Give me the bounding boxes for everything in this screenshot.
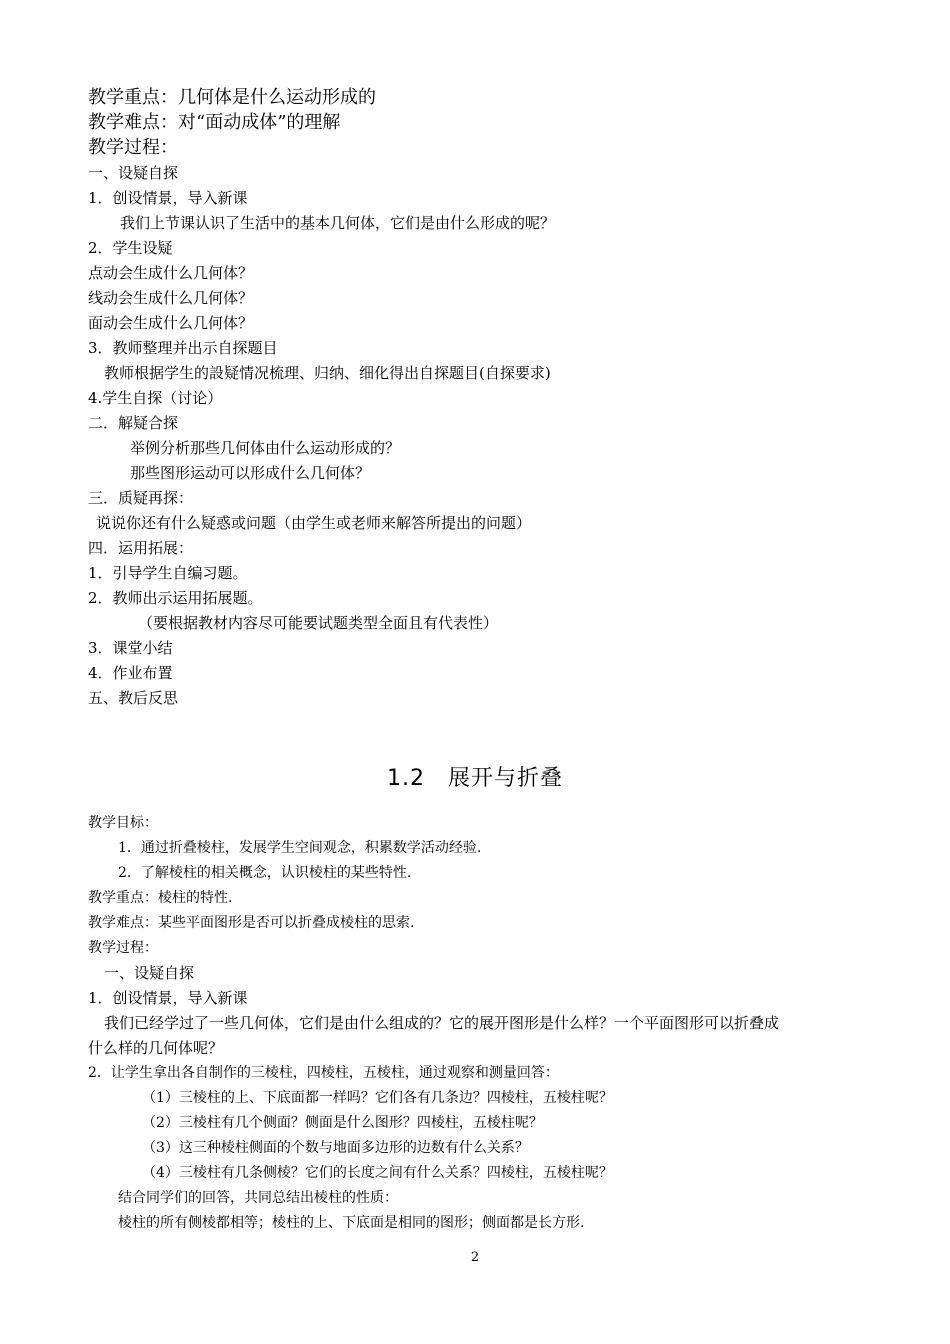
text-line: （4）三棱柱有几条侧棱？它们的长度之间有什么关系？四棱柱，五棱柱呢？	[142, 1165, 613, 1181]
text-line: 举例分析那些几何体由什么运动形成的？	[130, 439, 401, 457]
text-line: 2．让学生拿出各自制作的三棱柱，四棱柱，五棱柱，通过观察和测量回答：	[88, 1065, 559, 1081]
text-line: 我们已经学过了一些几何体，它们是由什么组成的？它的展开图形是什么样？一个平面图形可以折叠成	[104, 1014, 780, 1032]
text-line: 说说你还有什么疑惑或问题（由学生或老师来解答所提出的问题）	[96, 514, 532, 532]
text-line: 一、设疑自探	[104, 964, 195, 982]
section-title: 1.2 展开与折叠	[387, 766, 563, 791]
difficulty: 教学难点：对“面动成体”的理解	[88, 112, 341, 133]
process-heading: 教学过程：	[88, 137, 178, 158]
text-line: 1．创设情景，导入新课	[88, 989, 248, 1007]
page-number: 2	[470, 1250, 480, 1265]
text-line: 我们上节课认识了生活中的基本几何体，它们是由什么形成的呢？	[120, 214, 556, 232]
text-line: 2．教师出示运用拓展题。	[88, 589, 263, 607]
text-line: 结合同学们的回答，共同总结出棱柱的性质：	[118, 1190, 398, 1206]
text-line: 3．课堂小结	[88, 639, 173, 657]
text-line: 教学难点：某些平面图形是否可以折叠成棱柱的思索.	[88, 915, 415, 931]
text-line: 什么样的几何体呢？	[88, 1039, 224, 1057]
text-line: 3．教师整理并出示自探题目	[88, 339, 278, 357]
text-line: 棱柱的所有侧棱都相等；棱柱的上、下底面是相同的图形；侧面都是长方形.	[118, 1215, 585, 1231]
text-line: （1）三棱柱的上、下底面都一样吗？它们各有几条边？四棱柱，五棱柱呢？	[142, 1090, 613, 1106]
text-line: 4.学生自探（讨论）	[88, 389, 223, 407]
text-line: 一、设疑自探	[88, 164, 179, 182]
text-line: （3）这三种棱柱侧面的个数与地面多边形的边数有什么关系？	[142, 1140, 529, 1156]
text-line: 2．了解棱柱的相关概念，认识棱柱的某些特性.	[118, 865, 412, 881]
text-line: 线动会生成什么几何体？	[88, 289, 254, 307]
text-line: 4．作业布置	[88, 664, 173, 682]
text-line: 面动会生成什么几何体？	[88, 314, 254, 332]
text-line: 三．质疑再探：	[88, 489, 194, 507]
text-line: 那些图形运动可以形成什么几何体？	[130, 464, 371, 482]
text-line: 四．运用拓展：	[88, 539, 194, 557]
text-line: 2．学生设疑	[88, 239, 173, 257]
text-line: 二．解疑合探	[88, 414, 179, 432]
text-line: 教学重点：棱柱的特性.	[88, 890, 233, 906]
text-line: 教学目标：	[88, 815, 158, 831]
text-line: 点动会生成什么几何体？	[88, 264, 254, 282]
text-line: （要根据教材内容尽可能要试题类型全面且有代表性）	[138, 614, 499, 632]
text-line: 1．通过折叠棱柱，发展学生空间观念，积累数学活动经验.	[118, 840, 482, 856]
key-point: 教学重点：几何体是什么运动形成的	[88, 87, 376, 108]
text-line: 教学过程：	[88, 940, 158, 956]
text-line: 1．引导学生自编习题。	[88, 564, 248, 582]
text-line: 1．创设情景，导入新课	[88, 189, 248, 207]
text-line: （2）三棱柱有几个侧面？侧面是什么图形？四棱柱，五棱柱呢？	[142, 1115, 543, 1131]
text-line: 五、教后反思	[88, 689, 179, 707]
text-line: 教师根据学生的設疑情况梳理、归纳、细化得出自探题目(自探要求)	[104, 364, 551, 382]
